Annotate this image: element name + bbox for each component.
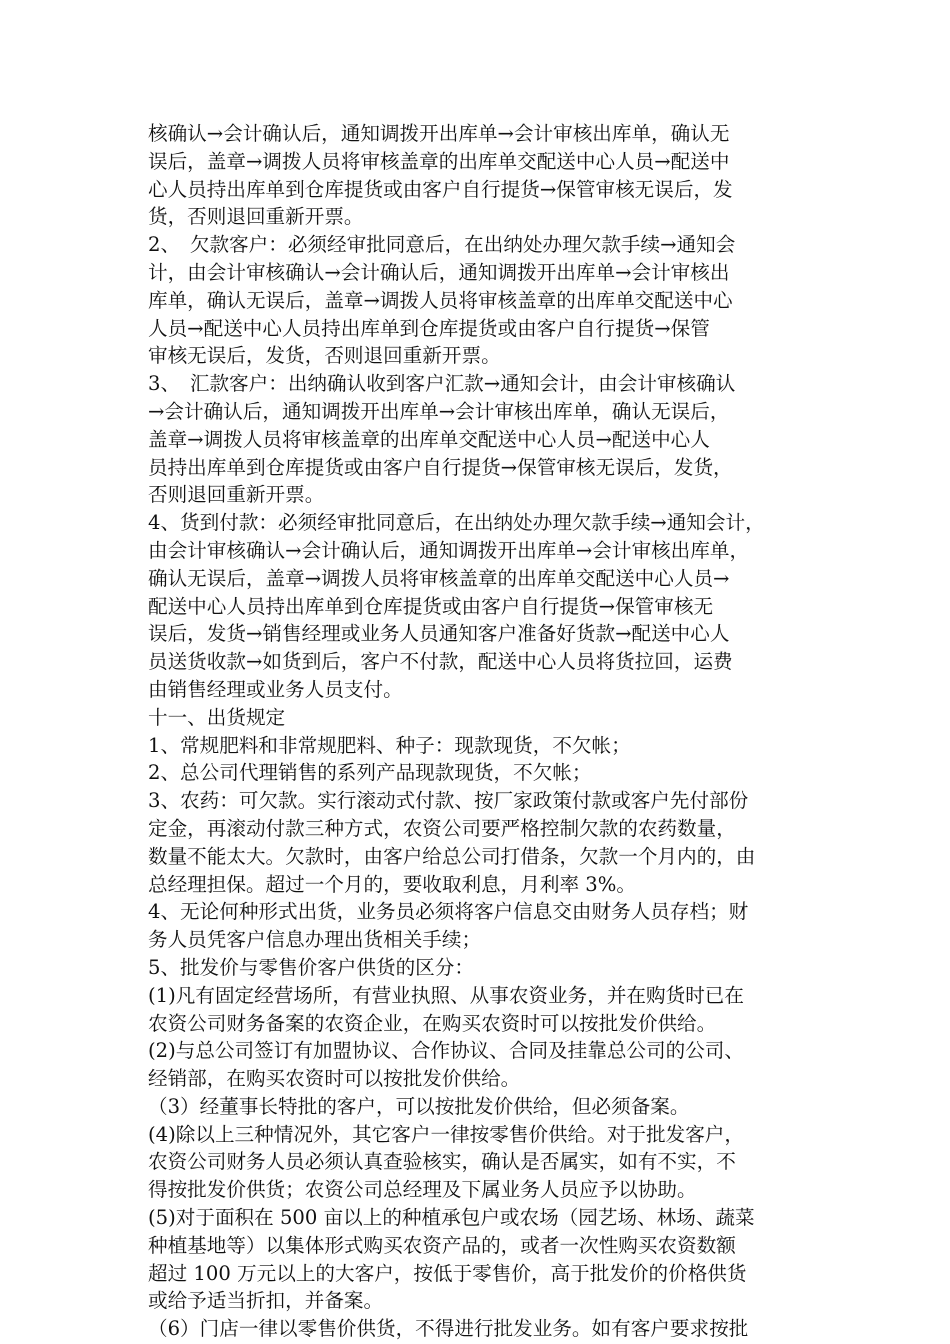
text-line: 5、批发价与零售价客户供货的区分： (148, 955, 474, 979)
text-line: →会计确认后，通知调拨开出库单→会计审核出库单，确认无误后， (148, 399, 730, 423)
text-line: 超过 100 万元以上的大客户，按低于零售价，高于批发价的价格供货 (148, 1261, 747, 1285)
text-line: 误后，盖章→调拨人员将审核盖章的出库单交配送中心人员→配送中 (148, 149, 730, 173)
text-line: 货，否则退回重新开票。 (148, 205, 364, 229)
text-line: 审核无误后，发货，否则退回重新开票。 (148, 344, 501, 368)
text-line: 员持出库单到仓库提货或由客户自行提货→保管审核无误后，发货， (148, 455, 733, 479)
text-line: 得按批发价供货；农资公司总经理及下属业务人员应予以协助。 (148, 1178, 697, 1202)
text-line: 3、 汇款客户：出纳确认收到客户汇款→通知会计，由会计审核确认 (148, 372, 736, 396)
text-line: 务人员凭客户信息办理出货相关手续； (148, 928, 482, 952)
text-line: 4、货到付款：必须经审批同意后，在出纳处办理欠款手续→通知会计， (148, 511, 765, 535)
text-line: 种植基地等）以集体形式购买农资产品的，或者一次性购买农资数额 (148, 1233, 736, 1257)
text-line: 确认无误后，盖章→调拨人员将审核盖章的出库单交配送中心人员→ (148, 566, 730, 590)
text-line: 盖章→调拨人员将审核盖章的出库单交配送中心人员→配送中心人 (148, 427, 710, 451)
text-line: 由销售经理或业务人员支付。 (148, 677, 403, 701)
text-line: 2、 欠款客户：必须经审批同意后，在出纳处办理欠款手续→通知会 (148, 233, 736, 257)
text-line: 员送货收款→如货到后，客户不付款，配送中心人员将货拉回，运费 (148, 650, 733, 674)
text-line: 定金，再滚动付款三种方式，农资公司要严格控制欠款的农药数量， (148, 816, 736, 840)
text-line: 库单，确认无误后，盖章→调拨人员将审核盖章的出库单交配送中心 (148, 288, 733, 312)
section-heading: 十一、出货规定 (148, 705, 286, 729)
text-line: (1)凡有固定经营场所，有营业执照、从事农资业务，并在购货时已在 (148, 983, 744, 1007)
text-line: (5)对于面积在 500 亩以上的种植承包户或农场（园艺场、林场、蔬菜 (148, 1206, 755, 1230)
document-body (148, 120, 800, 1343)
text-line: 农资公司财务备案的农资企业，在购买农资时可以按批发价供给。 (148, 1011, 717, 1035)
text-line: 1、常规肥料和非常规肥料、种子：现款现货，不欠帐； (148, 733, 631, 757)
text-line: 人员→配送中心人员持出库单到仓库提货或由客户自行提货→保管 (148, 316, 710, 340)
text-line: 数量不能太大。欠款时，由客户给总公司打借条，欠款一个月内的，由 (148, 844, 756, 868)
text-line: 农资公司财务人员必须认真查验核实，确认是否属实，如有不实，不 (148, 1150, 736, 1174)
text-line: 总经理担保。超过一个月的，要收取利息，月利率 3%。 (148, 872, 636, 896)
text-line: 由会计审核确认→会计确认后，通知调拨开出库单→会计审核出库单， (148, 538, 750, 562)
text-line: (4)除以上三种情况外，其它客户一律按零售价供给。对于批发客户， (148, 1122, 744, 1146)
text-line: 心人员持出库单到仓库提货或由客户自行提货→保管审核无误后，发 (148, 177, 733, 201)
text-line: 2、总公司代理销售的系列产品现款现货，不欠帐； (148, 761, 592, 785)
text-line: （3）经董事长特批的客户，可以按批发价供给，但必须备案。 (148, 1094, 690, 1118)
text-line: 4、无论何种形式出货，业务员必须将客户信息交由财务人员存档；财 (148, 900, 749, 924)
text-line: 核确认→会计确认后，通知调拨开出库单→会计审核出库单，确认无 (148, 122, 730, 145)
text-line: （6）门店一律以零售价供货，不得进行批发业务。如有客户要求按批 (148, 1317, 749, 1341)
text-line: 误后，发货→销售经理或业务人员通知客户准备好货款→配送中心人 (148, 622, 730, 646)
text-line: 计，由会计审核确认→会计确认后，通知调拨开出库单→会计审核出 (148, 260, 730, 284)
text-line: 或给予适当折扣，并备案。 (148, 1289, 384, 1313)
text-line: (2)与总公司签订有加盟协议、合作协议、合同及挂靠总公司的公司、 (148, 1039, 744, 1063)
text-line: 经销部，在购买农资时可以按批发价供给。 (148, 1067, 521, 1091)
text-line: 3、农药：可欠款。实行滚动式付款、按厂家政策付款或客户先付部份 (148, 789, 749, 813)
text-line: 配送中心人员持出库单到仓库提货或由客户自行提货→保管审核无 (148, 594, 714, 618)
text-line: 否则退回重新开票。 (148, 483, 325, 507)
